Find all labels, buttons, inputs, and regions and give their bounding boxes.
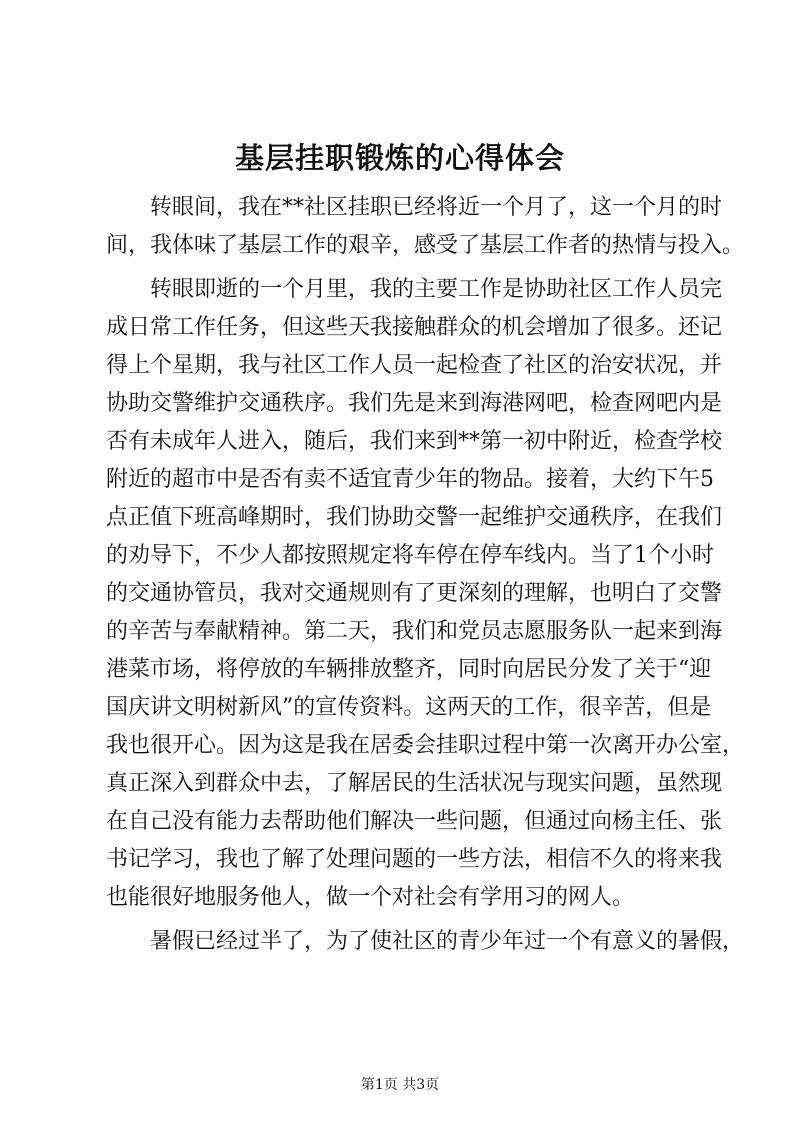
body-line-16: 真正深入到群众中去，了解居民的生活状况与现实问题，虽然现 [106,771,723,796]
body-line-19: 也能很好地服务他人，做一个对社会有学用习的网人。 [106,885,635,910]
body-line-2: 间，我体味了基层工作的艰辛，感受了基层工作者的热情与投入。 [106,233,745,258]
body-line-13: 港菜市场，将停放的车辆排放整齐，同时向居民分发了关于“迎 [106,657,712,682]
body-line-8: 附近的超市中是否有卖不适宜青少年的物品。接着，大约下午5 [106,467,714,492]
body-line-6: 协助交警维护交通秩序。我们先是来到海港网吧，检查网吧内是 [106,391,723,416]
body-line-17: 在自己没有能力去帮助他们解决一些问题，但通过向杨主任、张 [106,809,723,834]
body-line-12: 的辛苦与奉献精神。第二天，我们和党员志愿服务队一起来到海 [106,619,723,644]
body-line-14: 国庆讲文明树新风”的宣传资料。这两天的工作，很辛苦，但是 [106,695,712,720]
body-line-1: 转眼间，我在**社区挂职已经将近一个月了，这一个月的时 [150,195,723,220]
page-number: 第1页 共3页 [360,1077,440,1093]
body-line-3: 转眼即逝的一个月里，我的主要工作是协助社区工作人员完 [150,277,723,302]
document-title: 基层挂职锻炼的心得体会 [234,141,565,175]
body-line-10: 的劝导下，不少人都按照规定将车停在停车线内。当了1个小时 [106,543,714,568]
body-line-20: 暑假已经过半了，为了使社区的青少年过一个有意义的暑假， [150,929,745,954]
body-line-18: 书记学习，我也了解了处理问题的一些方法，相信不久的将来我 [106,847,723,872]
body-line-4: 成日常工作任务，但这些天我接触群众的机会增加了很多。还记 [106,315,723,340]
body-line-15: 我也很开心。因为这是我在居委会挂职过程中第一次离开办公室， [106,733,745,758]
body-line-11: 的交通协管员，我对交通规则有了更深刻的理解，也明白了交警 [106,581,723,606]
body-line-9: 点正值下班高峰期时，我们协助交警一起维护交通秩序，在我们 [106,505,723,530]
body-line-5: 得上个星期，我与社区工作人员一起检查了社区的治安状况，并 [106,353,723,378]
body-line-7: 否有未成年人进入，随后，我们来到**第一初中附近，检查学校 [106,429,723,454]
